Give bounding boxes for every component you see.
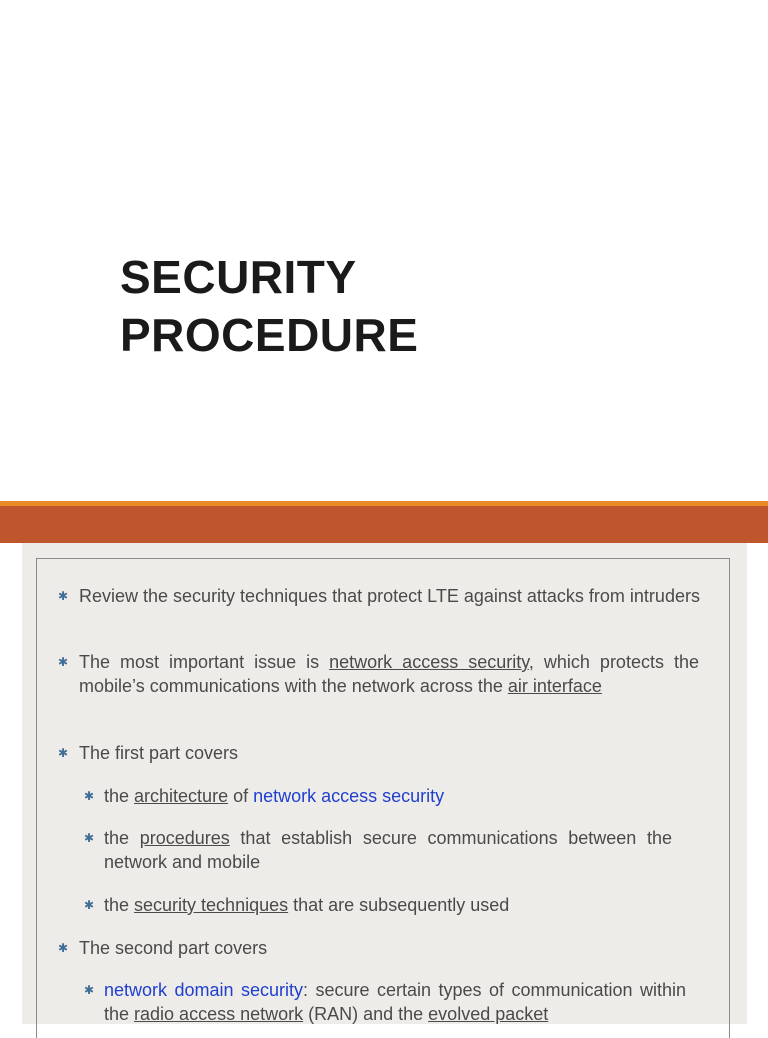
bullet-text <box>104 978 686 1026</box>
term-procedures: procedures <box>139 828 230 848</box>
bullet-text-suffix: that establish secure communications between the network and mobile <box>104 828 672 872</box>
sub-bullet-procedures <box>104 826 672 874</box>
bullet-icon: ✱ <box>58 589 69 603</box>
sub-bullet-icon: ✱ <box>84 789 95 803</box>
bullet-icon: ✱ <box>58 746 69 760</box>
bullet-text-prefix: the <box>104 828 140 848</box>
sub-bullet-icon: ✱ <box>84 983 95 997</box>
bullet-item-review <box>79 584 705 608</box>
term-air-interface: air interface <box>507 676 602 696</box>
sub-bullet-security-techniques <box>104 893 704 917</box>
bullet-text-prefix: the <box>104 786 135 806</box>
slide-title-line-1: SECURITY <box>120 251 357 303</box>
link-network-domain-security[interactable]: network domain security <box>104 980 304 1000</box>
slide-title-line-2: PROCEDURE <box>120 309 419 361</box>
bullet-text: The second part covers <box>79 938 268 958</box>
bullet-item-first-part <box>79 741 705 765</box>
sub-bullet-icon: ✱ <box>84 898 95 912</box>
sub-bullet-network-domain-security <box>104 978 686 1026</box>
sub-bullet-icon: ✱ <box>84 831 95 845</box>
bullet-icon: ✱ <box>58 655 69 669</box>
link-network-access-security[interactable]: network access security <box>253 786 445 806</box>
sub-bullet-architecture <box>104 784 704 808</box>
bullet-text-suffix: that are subsequently used <box>288 895 510 915</box>
bullet-text <box>104 826 672 874</box>
bullet-item-second-part <box>79 936 705 960</box>
bullet-text <box>104 784 704 808</box>
bullet-icon: ✱ <box>58 941 69 955</box>
bullet-text-middle: , which protects the mobile’s communications with the network across the <box>79 652 699 696</box>
term-architecture: architecture <box>134 786 229 806</box>
bullet-text-middle: : secure certain types of communication within the <box>104 980 686 1024</box>
term-security-techniques: security techniques <box>134 895 289 915</box>
bullet-text: Review the security techniques that protect LTE against attacks from intruders <box>79 586 700 606</box>
term-evolved-packet: evolved packet <box>428 1004 549 1024</box>
bullet-item-network-access <box>79 650 699 698</box>
bullet-text-middle-2: (RAN) and the <box>303 1004 429 1024</box>
bullet-text: The first part covers <box>79 743 239 763</box>
bullet-text <box>104 893 704 917</box>
term-radio-access-network: radio access network <box>134 1004 304 1024</box>
bullet-text-prefix: the <box>104 895 135 915</box>
bullet-text <box>79 650 699 698</box>
bullet-text-middle: of <box>228 786 254 806</box>
term-network-access-security: network access security <box>329 652 529 672</box>
bullet-text-prefix: The most important issue is <box>79 652 330 672</box>
